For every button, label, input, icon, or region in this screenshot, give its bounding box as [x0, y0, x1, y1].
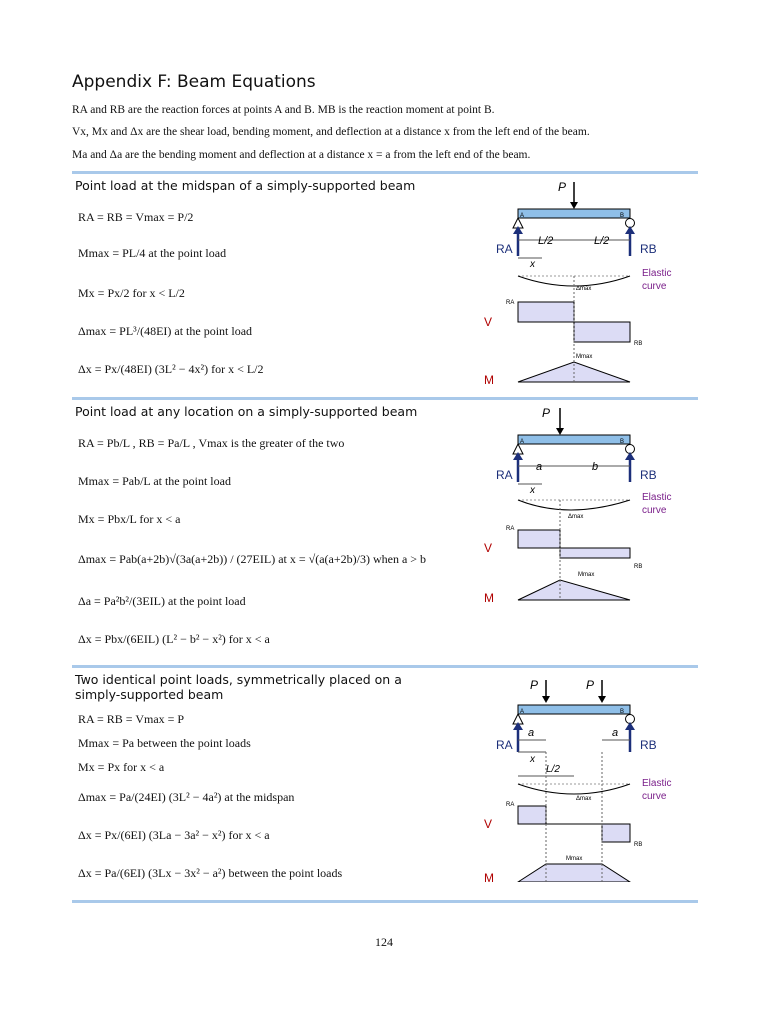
- span-label-right: L/2: [594, 235, 610, 247]
- equation: RA = RB = Vmax = P: [78, 712, 185, 726]
- support-a-label: A: [520, 439, 525, 445]
- moment-label: M: [484, 871, 494, 882]
- equation: Δx = Px/(48EI) (3L² − 4x²) for x < L/2: [78, 362, 264, 376]
- elastic-curve-label: Elastic: [642, 492, 672, 503]
- reaction-arrowhead-b: [625, 226, 635, 234]
- beam: [518, 435, 630, 444]
- load-arrowhead-1: [542, 696, 550, 703]
- equation: Δmax = Pa/(24EI) (3L² − 4a²) at the midspan: [78, 790, 295, 804]
- reaction-arrowhead-b: [625, 452, 635, 460]
- support-b-label: B: [620, 439, 625, 445]
- shear-label: V: [484, 315, 493, 329]
- equation: Mmax = Pa between the point loads: [78, 736, 251, 750]
- reaction-b-label: RB: [640, 738, 657, 752]
- equation: Δa = Pa²b²/(3EIL) at the point load: [78, 594, 246, 608]
- shear-positive: [518, 302, 574, 322]
- moment-label: M: [484, 591, 494, 605]
- load-arrowhead: [570, 202, 578, 209]
- section-1-title: Point load at the midspan of a simply-supported beam: [75, 178, 416, 193]
- moment-max-label: Mmax: [576, 354, 593, 360]
- shear-rb-label: RB: [634, 842, 643, 848]
- equation: Mx = Px/2 for x < L/2: [78, 286, 185, 300]
- intro-line-2: Vx, Mx and Δx are the shear load, bending moment, and deflection at a distance x from the left end of the beam.: [72, 126, 590, 138]
- load-label-1: P: [530, 678, 539, 692]
- delta-max-label: Δmax: [568, 514, 584, 520]
- moment-diagram: [518, 864, 630, 882]
- intro-line-1: RA and RB are the reaction forces at points A and B. MB is the reaction moment at point B.: [72, 104, 495, 116]
- x-label: x: [530, 754, 535, 765]
- section-2-title: Point load at any location on a simply-supported beam: [75, 404, 418, 419]
- moment-label: M: [484, 373, 494, 387]
- beam-diagram-1: [470, 178, 720, 388]
- page-number: 124: [375, 935, 393, 949]
- elastic-curve: [518, 784, 630, 794]
- load-label: P: [558, 180, 567, 194]
- page-title: Appendix F: Beam Equations: [72, 72, 316, 92]
- intro-line-3: Ma and Δa are the bending moment and deflection at a distance x = a from the left end of the beam.: [72, 149, 531, 161]
- equation: Δx = Px/(6EI) (3La − 3a² − x²) for x < a: [78, 828, 270, 842]
- beam-diagram-2: [470, 404, 720, 614]
- equation: Mx = Pbx/L for x < a: [78, 512, 181, 526]
- shear-label: V: [484, 541, 493, 555]
- delta-max-label: Δmax: [576, 796, 592, 802]
- equation: Mx = Px for x < a: [78, 760, 165, 774]
- section-divider: [72, 171, 698, 174]
- equation: Δmax = PL³/(48EI) at the point load: [78, 324, 253, 338]
- x-label: x: [530, 485, 535, 496]
- reaction-b-label: RB: [640, 242, 657, 256]
- reaction-a-label: RA: [496, 242, 513, 256]
- shear-negative: [560, 548, 630, 558]
- load-arrowhead-2: [598, 696, 606, 703]
- support-b-label: B: [620, 213, 625, 219]
- shear-positive: [518, 530, 560, 548]
- shear-positive: [518, 806, 546, 824]
- shear-rb-label: RB: [634, 341, 643, 347]
- beam-diagram-3: [470, 672, 720, 882]
- moment-diagram: [518, 580, 630, 600]
- x-label: x: [530, 259, 535, 270]
- elastic-curve-label: Elastic: [642, 778, 672, 789]
- elastic-curve-label: Elastic: [642, 268, 672, 279]
- reaction-a-label: RA: [496, 738, 513, 752]
- span-label-left: L/2: [538, 235, 554, 247]
- equation: RA = Pb/L , RB = Pa/L , Vmax is the greater of the two: [78, 436, 345, 450]
- shear-negative: [574, 322, 630, 342]
- moment-max-label: Mmax: [578, 572, 595, 578]
- shear-rb-label: RB: [634, 564, 643, 570]
- shear-ra-label: RA: [506, 300, 515, 306]
- equation: Mmax = PL/4 at the point load: [78, 246, 227, 260]
- equation: Δmax = Pab(a+2b)√(3a(a+2b)) / (27EIL) at x = √(a(a+2b)/3) when a > b: [78, 552, 427, 566]
- support-a-label: A: [520, 709, 525, 715]
- support-b-label: B: [620, 709, 625, 715]
- shear-ra-label: RA: [506, 802, 515, 808]
- elastic-curve-label: curve: [642, 791, 667, 802]
- half-span-label: L/2: [546, 764, 560, 775]
- span-label-b: b: [592, 461, 599, 473]
- reaction-b-label: RB: [640, 468, 657, 482]
- load-label: P: [542, 406, 551, 420]
- equation: Δx = Pbx/(6EIL) (L² − b² − x²) for x < a: [78, 632, 270, 646]
- equation: RA = RB = Vmax = P/2: [78, 210, 194, 224]
- span-label-a-right: a: [612, 727, 619, 739]
- beam: [518, 209, 630, 218]
- section-divider: [72, 900, 698, 903]
- span-label-a: a: [536, 461, 543, 473]
- elastic-curve: [518, 500, 630, 510]
- elastic-curve-label: curve: [642, 281, 667, 292]
- beam: [518, 705, 630, 714]
- section-divider: [72, 665, 698, 668]
- moment-max-label: Mmax: [566, 856, 583, 862]
- load-arrowhead: [556, 428, 564, 435]
- reaction-arrowhead-b: [625, 722, 635, 730]
- section-divider: [72, 397, 698, 400]
- section-3-title: Two identical point loads, symmetrically placed on a simply-supported beam: [75, 672, 402, 702]
- equation: Mmax = Pab/L at the point load: [78, 474, 231, 488]
- elastic-curve-label: curve: [642, 505, 667, 516]
- load-label-2: P: [586, 678, 595, 692]
- reaction-a-label: RA: [496, 468, 513, 482]
- support-a-label: A: [520, 213, 525, 219]
- span-label-a-left: a: [528, 727, 535, 739]
- shear-negative: [602, 824, 630, 842]
- equation: Δx = Pa/(6EI) (3Lx − 3x² − a²) between the point loads: [78, 866, 343, 880]
- shear-label: V: [484, 817, 493, 831]
- delta-max-label: Δmax: [576, 286, 592, 292]
- shear-ra-label: RA: [506, 526, 515, 532]
